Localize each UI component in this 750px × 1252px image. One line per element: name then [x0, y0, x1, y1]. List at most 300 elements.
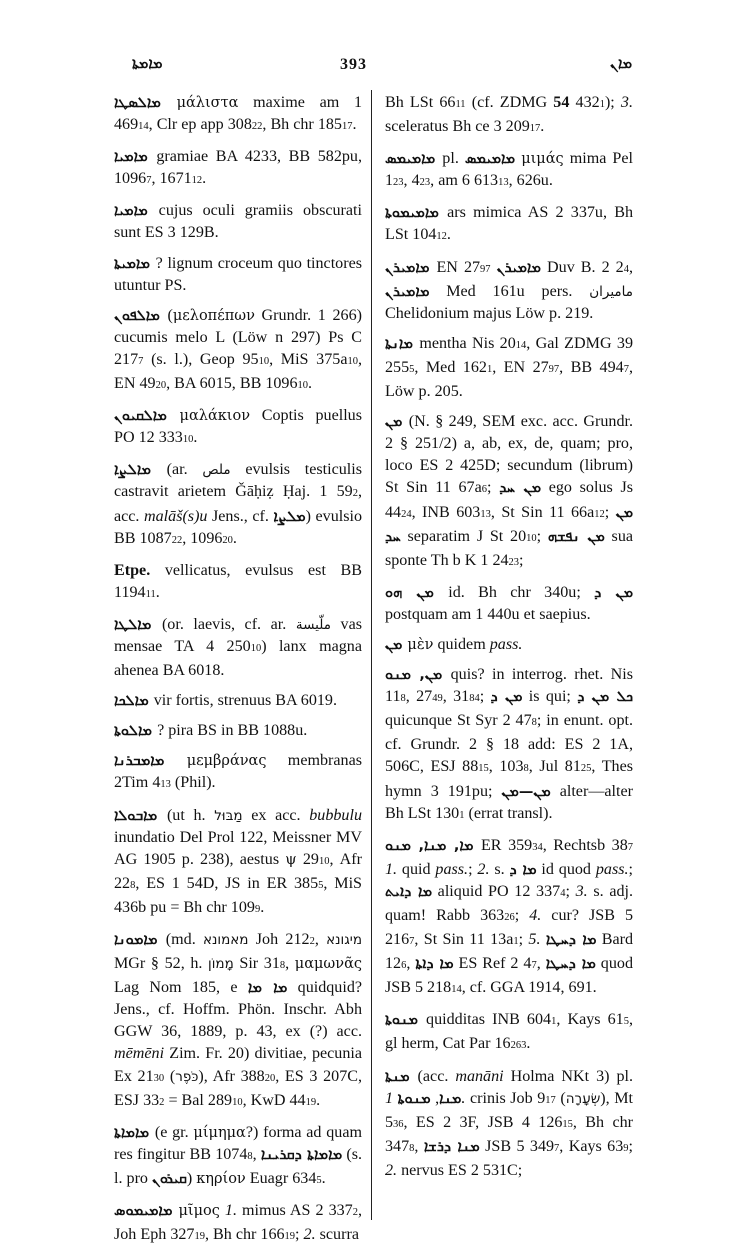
entry-text: 23	[508, 556, 520, 568]
entry-text: 17	[545, 1094, 556, 1106]
entry-text: 2	[159, 1096, 165, 1108]
entry-text: 1.	[385, 860, 398, 878]
entry-text: , 4	[403, 172, 420, 190]
entry-text: 7	[531, 960, 537, 972]
entry-text: 5	[318, 879, 324, 891]
entry-text: .	[308, 375, 313, 393]
entry-text: Chelidonium majus Löw p. 219.	[385, 304, 594, 322]
entry-text: 1	[599, 99, 605, 110]
entry-text: , MiS 436b pu = Bh chr 109	[114, 874, 362, 916]
entry-text: 36	[393, 1118, 404, 1130]
entry-text: 13	[160, 779, 171, 791]
entry-text: postquam am 1 440u et saepius.	[385, 605, 591, 623]
entry-text: 5.	[528, 931, 541, 949]
entry-text: (ut h.	[166, 806, 215, 824]
entry-text: ; in enunt. opt. cf. Grundr. 2 § 18 add: ES 2 1A, 506C, ESJ 88	[385, 712, 633, 776]
dictionary-entry	[385, 634, 633, 656]
syriac-lemma: ܡܐ ܡܐ	[247, 980, 288, 997]
dictionary-entry	[114, 146, 362, 192]
entry-text: , Löw p. 205.	[385, 358, 633, 401]
entry-text: 8	[523, 763, 529, 775]
entry-text: quod JSB 5 218	[385, 955, 633, 997]
entry-text: , Thes hymn 3 191pu;	[385, 758, 633, 800]
syriac-lemma: ܡܢ ܢܦܫܗ	[547, 528, 605, 545]
column-divider	[371, 90, 372, 1220]
entry-text: 7	[627, 841, 633, 853]
entry-text: mēmēni	[114, 1045, 165, 1063]
page-header	[100, 56, 660, 80]
syriac-lemma: ܡܢܐ ܕܪܫܐ	[423, 1138, 480, 1155]
entry-text: ), Mt 5	[385, 1089, 634, 1131]
entry-text: quis? in interrog. rhet. Nis 11	[385, 666, 633, 706]
entry-text: ;	[565, 882, 576, 900]
syriac-lemma: ܡܐܠܛܐ	[114, 616, 162, 633]
dictionary-entry	[114, 305, 362, 397]
entry-text: (	[555, 1089, 566, 1107]
entry-text: vellicatus, evulsus est BB 1194	[114, 561, 362, 601]
entry-text: EN 27	[436, 258, 481, 276]
entry-text: evulsis testiculis castravit arietem Ǧāḥiẓ Ḥaj. 1 59	[114, 461, 362, 501]
entry-text: 25	[580, 763, 592, 775]
entry-text: 12	[594, 508, 605, 520]
entry-text: 4.	[529, 907, 542, 924]
syriac-lemma: ܡܐܡܝܡܣ	[464, 151, 516, 168]
entry-text: vir fortis, strenuus BA 6019.	[153, 692, 337, 710]
entry-text: ego solus Js 44	[385, 479, 633, 521]
entry-text: 14	[451, 984, 462, 996]
entry-text: inundatio Del Prol 122, Meissner MV AG 1905 p. 238), aestus	[114, 828, 362, 868]
syriac-lemma: ܡܢ ܚܕ	[385, 504, 634, 545]
dictionary-entry	[114, 405, 362, 451]
entry-text: ;	[519, 551, 524, 569]
dictionary-entry	[385, 1066, 633, 1182]
syriac-lemma: ܡܐܡܝܡܘܣ	[114, 1203, 179, 1220]
greek-gloss: μελοπέπων	[172, 307, 255, 324]
entry-text: ;	[479, 688, 491, 706]
entry-text: 11	[145, 588, 156, 600]
entry-text: vas mensae TA 4 250	[114, 615, 362, 655]
entry-text: 2	[352, 1207, 358, 1219]
entry-text: 10	[250, 642, 262, 654]
entry-text: ;	[628, 1137, 633, 1155]
entry-text: id quod	[536, 860, 596, 878]
entry-text: manāni	[455, 1067, 504, 1085]
entry-text: , St Sin 11 66a	[490, 503, 595, 521]
syriac-lemma: ܩܝܪܘܢ	[152, 1170, 187, 1187]
entry-text: ;	[518, 931, 529, 949]
entry-text: 2	[352, 488, 358, 500]
entry-text: 12	[191, 175, 203, 187]
entry-text: 17	[341, 121, 353, 133]
entry-text: 7	[554, 1142, 560, 1154]
entry-text: cur? JSB 5 216	[385, 907, 633, 949]
syriac-lemma: ܡܢܐ	[439, 1090, 462, 1107]
entry-text: مامیران	[589, 283, 633, 300]
dictionary-entry	[385, 1009, 633, 1057]
entry-text: 3.	[620, 94, 633, 111]
entry-text: , 27	[405, 688, 433, 706]
entry-text: שְׂעָרָה	[565, 1090, 601, 1107]
entry-text: 13	[498, 177, 509, 189]
entry-text: quidquid? Jens., cf. Hoffm. Phön. Inschr. Abh GGW 36, 1889, p. 43, ex (?) acc.	[114, 979, 363, 1041]
entry-text: (acc.	[417, 1067, 456, 1085]
entry-text: (errat transl).	[464, 804, 553, 822]
syriac-lemma: ܡܐܠܘܬܐ	[114, 723, 158, 740]
entry-text: 2	[309, 936, 315, 947]
syriac-lemma: ܡܐܢܬܐ	[385, 335, 420, 352]
entry-text: Grundr. 1 266) cucumis melo L (Löw n 297) Ps C 217	[114, 306, 362, 368]
entry-text: cujus oculi gramiis obscurati sunt ES 3 129B.	[114, 202, 362, 242]
entry-text: , 31	[442, 688, 470, 706]
left-column	[114, 92, 362, 1248]
entry-text: 5	[623, 1016, 629, 1028]
dictionary-entry	[385, 411, 633, 574]
greek-gloss: μίμημα	[193, 1124, 246, 1141]
entry-text: ,	[285, 955, 295, 973]
entry-text: 49	[432, 693, 443, 705]
entry-text: membranas 2Tim 4	[114, 752, 362, 792]
entry-text: Etpe.	[114, 561, 151, 579]
entry-text: 8	[409, 1142, 415, 1154]
dictionary-entry	[385, 333, 633, 403]
entry-text: .	[446, 226, 451, 244]
entry-text: 5	[409, 363, 415, 375]
syriac-lemma: ܡܢܘܬܐ	[397, 1090, 431, 1107]
entry-text: 6	[401, 960, 407, 972]
entry-text: aliquid PO 12 337	[432, 882, 561, 900]
dictionary-entry	[114, 1122, 362, 1192]
syriac-lemma: ܡܐܠܨܐ	[114, 462, 167, 479]
entry-text: 14	[515, 339, 527, 351]
entry-text: (md.	[165, 931, 203, 948]
entry-text: 97	[480, 263, 491, 275]
entry-text: 1.	[224, 1202, 237, 1220]
entry-text: ars mimica AS 2 337u, Bh LSt 104	[385, 204, 633, 244]
syriac-lemma: ܡܢ	[385, 636, 408, 653]
entry-text: mentha Nis 20	[419, 334, 516, 352]
entry-text: , KwD 44	[242, 1091, 306, 1109]
syriac-lemma: ܡܐܡܝܪܢ	[385, 283, 430, 300]
entry-text: ER 359	[480, 836, 533, 854]
entry-text: (s. l. pro	[114, 1145, 363, 1187]
entry-text: ? pira BS in BB 1088u.	[157, 722, 308, 740]
entry-text: 8	[531, 717, 537, 729]
entry-text: , 1671	[151, 170, 192, 188]
entry-text: pass.	[489, 635, 523, 653]
entry-text: (or. laevis, cf. ar.	[161, 615, 296, 633]
entry-text: , Bh chr 347	[385, 1113, 633, 1155]
entry-text: ,	[628, 258, 633, 276]
entry-text: Holma NKt 3) pl.	[503, 1067, 633, 1085]
syriac-lemma: ܡܢ ܕ	[490, 689, 523, 706]
entry-text: ), Afr 388	[198, 1067, 265, 1085]
entry-text: מָמוֹן	[208, 956, 234, 973]
entry-text: (e gr.	[154, 1123, 194, 1141]
entry-text: , Bh chr 166	[204, 1226, 285, 1244]
entry-text: , ES 2 3F, JSB 4 126	[403, 1113, 563, 1131]
entry-text: 14	[138, 121, 149, 133]
syriac-lemma: ܡܐܠܟܐ	[114, 693, 154, 710]
entry-text: scurra	[315, 1226, 359, 1244]
entry-text: , Joh Eph 327	[114, 1202, 362, 1244]
entry-text: 3.	[575, 882, 588, 900]
entry-text: , cf. GGA 1914, 691.	[461, 979, 597, 997]
entry-text: sua sponte Th b K 1 24	[385, 527, 634, 569]
syriac-lemma: ܡܢ	[385, 414, 409, 431]
entry-text: 22	[251, 121, 263, 133]
entry-text: 15	[478, 763, 489, 775]
entry-text: 20	[155, 380, 167, 392]
syriac-lemma: ܡܐܡܒܪܢܐ	[114, 753, 187, 770]
entry-text: 432	[569, 94, 600, 111]
entry-text: ES Ref 2 4	[453, 955, 532, 973]
entry-text: 11	[455, 99, 466, 110]
entry-text: , 103	[488, 758, 524, 776]
entry-text: .	[526, 1035, 531, 1053]
entry-text: 10	[297, 380, 309, 392]
entry-text: ,	[252, 1145, 261, 1163]
syriac-lemma: ܡܠܨܐ	[273, 508, 306, 525]
dictionary-entry	[114, 929, 362, 1114]
entry-text: 9	[623, 1142, 629, 1154]
entry-text: , EN 27	[492, 358, 549, 376]
entry-text: .	[321, 1169, 326, 1187]
dictionary-entry	[114, 720, 362, 742]
greek-gloss: μαλάκιον	[179, 408, 251, 425]
entry-text: מיגונא	[326, 932, 362, 948]
entry-text: 23	[393, 177, 404, 189]
entry-text: separatim J St 20	[400, 527, 527, 545]
syriac-lemma: ܡܐܡܝܬܐ	[114, 255, 156, 272]
syriac-lemma: ܡܢ—ܡܢ	[501, 783, 551, 800]
dictionary-entry	[114, 92, 362, 138]
entry-text: ;	[536, 527, 548, 545]
syriac-lemma: ܡܐܡܝܪܢ	[496, 259, 541, 276]
entry-text: 8	[247, 1150, 253, 1162]
dictionary-entry	[385, 835, 633, 1002]
entry-text: , Kays 63	[559, 1137, 624, 1155]
entry-text: 8	[400, 693, 406, 705]
syriac-lemma: ܡܐܡܝܪܢ	[385, 259, 437, 276]
header-left-catchword: ܡܐܡܬܐ	[132, 56, 163, 72]
entry-text: mima Pel 1	[385, 150, 633, 190]
entry-text: 8	[130, 879, 136, 891]
entry-text: 19	[305, 1096, 317, 1108]
entry-text: 2.	[477, 860, 490, 878]
syriac-lemma: ܡܢܬܐ	[385, 1068, 418, 1085]
syriac-lemma: ܡܢ ܚܕ	[499, 480, 542, 497]
syriac-lemma: ܡܐܠܩܝܘܢ	[114, 408, 180, 425]
entry-text: 20	[222, 534, 233, 546]
entry-text: .	[232, 529, 237, 547]
entry-text: , Rechtsb 38	[542, 836, 628, 854]
syriac-lemma: ܡܐ ܕܐܬܐ	[415, 956, 454, 973]
dictionary-entry	[114, 690, 362, 712]
entry-text: 19	[194, 1231, 205, 1243]
entry-text: Med 161u pers.	[429, 282, 590, 300]
entry-text: maxime am 1 469	[114, 94, 362, 134]
entry-text: כֹּפֶר	[175, 1068, 199, 1085]
syriac-lemma: ܡܐ ܕܚܛܐ	[545, 932, 597, 949]
entry-text: .	[155, 583, 160, 601]
syriac-lemma: ܡܐ ܕ	[509, 861, 537, 878]
entry-text: , Bh chr 185	[262, 116, 342, 134]
entry-text: ) lanx magna ahenea BA 6018.	[114, 637, 362, 680]
greek-gloss: μαμωνᾶς	[294, 956, 362, 973]
entry-text: ;	[468, 860, 478, 878]
entry-text: 263	[510, 1040, 527, 1052]
greek-gloss: κηρίον	[196, 1170, 246, 1187]
right-column	[385, 92, 633, 1182]
entry-text: (s. l.), Geop 95	[143, 350, 259, 368]
entry-text: (	[164, 1067, 176, 1085]
entry-text: , Gal ZDMG 39 255	[385, 334, 633, 376]
entry-text: 12	[436, 231, 447, 243]
entry-text: , Clr ep app 308	[148, 116, 252, 134]
entry-text: , ES 3 207C, ESJ 33	[114, 1067, 363, 1109]
entry-text: ملّيسة	[295, 616, 331, 633]
entry-text: 1	[513, 936, 519, 948]
entry-text: 7	[623, 363, 629, 375]
entry-text: , MiS 375a	[269, 350, 348, 368]
entry-text: s.	[489, 860, 510, 878]
entry-text: s. adj. quam! Rabb 363	[385, 882, 633, 924]
entry-text: , Jul 81	[528, 758, 581, 776]
entry-text: 20	[264, 1072, 276, 1084]
entry-text: ex acc.	[242, 806, 310, 824]
entry-text: ,	[536, 955, 546, 973]
entry-text: 22	[171, 534, 183, 546]
entry-text: MGr § 52, h.	[114, 955, 209, 973]
entry-text: 97	[548, 363, 560, 375]
entry-text: 26	[504, 912, 515, 923]
dictionary-entry	[114, 560, 362, 606]
dictionary-entry	[385, 148, 633, 194]
entry-text: 7	[409, 936, 415, 948]
entry-text: 54	[553, 94, 570, 111]
dictionary-entry	[385, 202, 633, 248]
syriac-lemma: ܟܠ ܡܢ ܕ	[577, 689, 634, 706]
dictionary-entry	[385, 582, 633, 626]
entry-text: Joh 212	[248, 931, 310, 948]
entry-text: is qui;	[522, 688, 578, 706]
entry-text: 8	[279, 960, 286, 972]
entry-text: 24	[401, 508, 412, 520]
entry-text: quidditas INB 604	[426, 1011, 552, 1029]
entry-text: ,	[414, 1137, 424, 1155]
entry-text: , Kays 61	[556, 1011, 624, 1029]
entry-text: 4	[560, 887, 566, 899]
entry-text: alter—alter Bh LSt 130	[385, 782, 633, 822]
entry-text: );	[604, 94, 621, 111]
entry-text: , 626u.	[508, 172, 553, 190]
syriac-lemma: ܡܐܡܝܐ	[114, 203, 159, 220]
entry-text: ? lignum croceum quo tinctores utuntur PS.	[114, 254, 362, 294]
greek-gloss: μεμβράνας	[186, 753, 267, 770]
entry-text: 1	[459, 809, 465, 821]
dictionary-entry	[385, 257, 633, 325]
entry-text: pl.	[442, 150, 465, 168]
entry-text: 1.	[385, 1089, 466, 1107]
entry-text: , Med 162	[414, 358, 487, 376]
syriac-lemma: ܡܐܡܘܢܐ	[114, 932, 166, 948]
entry-text: 5	[316, 1174, 322, 1186]
entry-text: ) evulsio BB 1087	[114, 507, 363, 547]
syriac-lemma: ܡܐܠܦܘܢ	[114, 307, 168, 324]
dictionary-entry	[114, 200, 362, 244]
syriac-lemma: ܡܢܘܬܐ	[385, 1012, 427, 1029]
entry-text: .	[352, 116, 357, 134]
entry-text: , am 6 613	[430, 172, 499, 190]
syriac-lemma: ܡܐ ܕܐܝܬ	[385, 883, 433, 900]
entry-text: )	[186, 1169, 197, 1187]
entry-text: 10	[232, 1096, 243, 1108]
dictionary-entry	[114, 805, 362, 921]
greek-gloss: μὲν	[407, 636, 434, 653]
syriac-lemma: ܡܐܡܝܡܣ	[385, 151, 443, 168]
entry-text: pass.	[595, 860, 629, 878]
entry-text: ;	[295, 1226, 304, 1244]
entry-text: 4	[623, 263, 629, 275]
entry-text: 23	[419, 177, 431, 189]
dictionary-entry	[385, 664, 633, 827]
entry-text: JSB 5 349	[479, 1137, 555, 1155]
entry-text: , 1096	[182, 529, 223, 547]
entry-text: , EN 49	[114, 350, 362, 393]
entry-text: , acc.	[114, 483, 362, 525]
entry-text: 7	[138, 355, 144, 367]
entry-text: bubbulu	[309, 806, 362, 824]
entry-text: crinis Job 9	[465, 1089, 546, 1107]
syriac-lemma: ܡܐ ܕܚܛܐ	[545, 956, 596, 973]
entry-text: ?) forma ad quam res fingitur BB 1074	[114, 1123, 362, 1163]
entry-text: = Bal 289	[164, 1091, 233, 1109]
entry-text: .	[202, 170, 207, 188]
entry-text: .	[540, 118, 545, 136]
entry-text: ;	[487, 479, 500, 497]
entry-text: 19	[284, 1231, 296, 1243]
entry-text: ;	[514, 907, 530, 924]
entry-text: Jens., cf.	[207, 507, 274, 525]
greek-gloss: μάλιστα	[176, 95, 239, 111]
entry-text: 84	[469, 693, 480, 705]
entry-text: nervus ES 2 531C;	[397, 1161, 523, 1179]
greek-gloss: μιμάς	[521, 151, 564, 168]
entry-text: ;	[604, 503, 616, 521]
entry-text: .	[193, 429, 198, 447]
syriac-lemma: ܡܢ ܗܘ	[385, 584, 449, 601]
entry-text: מאמונא	[203, 932, 249, 948]
entry-text: pass.	[435, 860, 469, 878]
entry-text: , INB 603	[411, 503, 481, 521]
dictionary-entry	[385, 92, 633, 140]
header-right-catchword: ܡܐܢ	[610, 56, 632, 72]
entry-text: quid	[397, 860, 436, 878]
entry-text: 2.	[303, 1226, 316, 1244]
entry-text: quicunque St Syr 2 47	[385, 712, 532, 730]
dictionary-entry	[114, 459, 362, 551]
entry-text: .	[260, 898, 265, 916]
entry-text: , Afr 22	[114, 850, 362, 892]
entry-text: (N. § 249, SEM exc. acc. Grundr. 2 § 251/2) a, ab, ex, de, quam; pro, loco ES 2 425D; secundum (librum) St Sin 11 67a	[385, 413, 633, 497]
syriac-lemma: ܡܐܠܣܛܐ	[114, 95, 177, 111]
syriac-lemma: ܡܐܒܘܠܐ	[114, 807, 167, 824]
entry-text: 10	[318, 855, 330, 867]
dictionary-entry	[114, 750, 362, 796]
entry-text: מַבּוּל	[214, 807, 243, 824]
entry-text: id. Bh chr 340u;	[448, 583, 595, 601]
entry-text: (ar.	[166, 461, 203, 479]
